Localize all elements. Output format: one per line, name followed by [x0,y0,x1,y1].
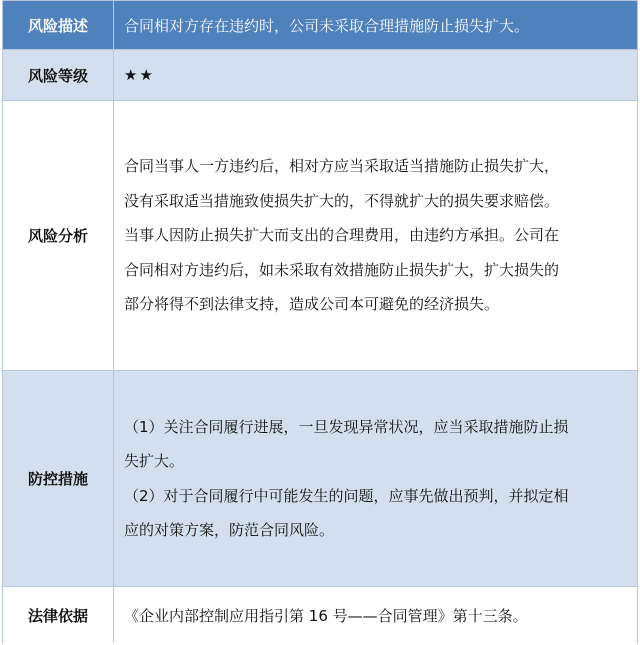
content-risk-analysis [114,101,638,371]
row-risk-analysis [3,101,638,371]
label-legal-basis: 法律依据 [3,587,114,644]
risk-table [2,0,638,644]
label-risk-level: 风险等级 [3,50,114,101]
analysis-line: 当事人因防止损失扩大而支出的合理费用，由违约方承担。公司在 [124,226,560,245]
analysis-line: 没有采取适当措施致使损失扩大的，不得就扩大的损失要求赔偿。 [124,191,560,210]
content-risk-description: 合同相对方存在违约时，公司未采取合理措施防止损失扩大。 [114,1,638,50]
control-line: （1）关注合同履行进展，一旦发现异常状况，应当采取措施防止损 [124,417,569,436]
row-risk-description [3,1,638,50]
analysis-line: 合同当事人一方违约后，相对方应当采取适当措施防止损失扩大， [124,157,560,176]
analysis-line: 合同相对方违约后，如未采取有效措施防止损失扩大，扩大损失的 [124,260,560,279]
row-control-measures [3,371,638,587]
control-line: 失扩大。 [124,452,185,470]
analysis-line: 部分将得不到法律支持，造成公司本可避免的经济损失。 [124,295,500,314]
label-risk-analysis: 风险分析 [3,101,114,371]
label-risk-description: 风险描述 [3,1,114,50]
label-control-measures: 防控措施 [3,371,114,587]
row-risk-level [3,50,638,101]
control-line: 应的对策方案，防范合同风险。 [124,521,335,539]
content-control-measures [114,371,638,587]
risk-level-stars: ★★ [114,50,638,101]
content-legal-basis: 《企业内部控制应用指引第 16 号——合同管理》第十三条。 [114,587,638,644]
row-legal-basis [3,587,638,644]
control-line: （2）对于合同履行中可能发生的问题，应事先做出预判，并拟定相 [124,486,569,505]
